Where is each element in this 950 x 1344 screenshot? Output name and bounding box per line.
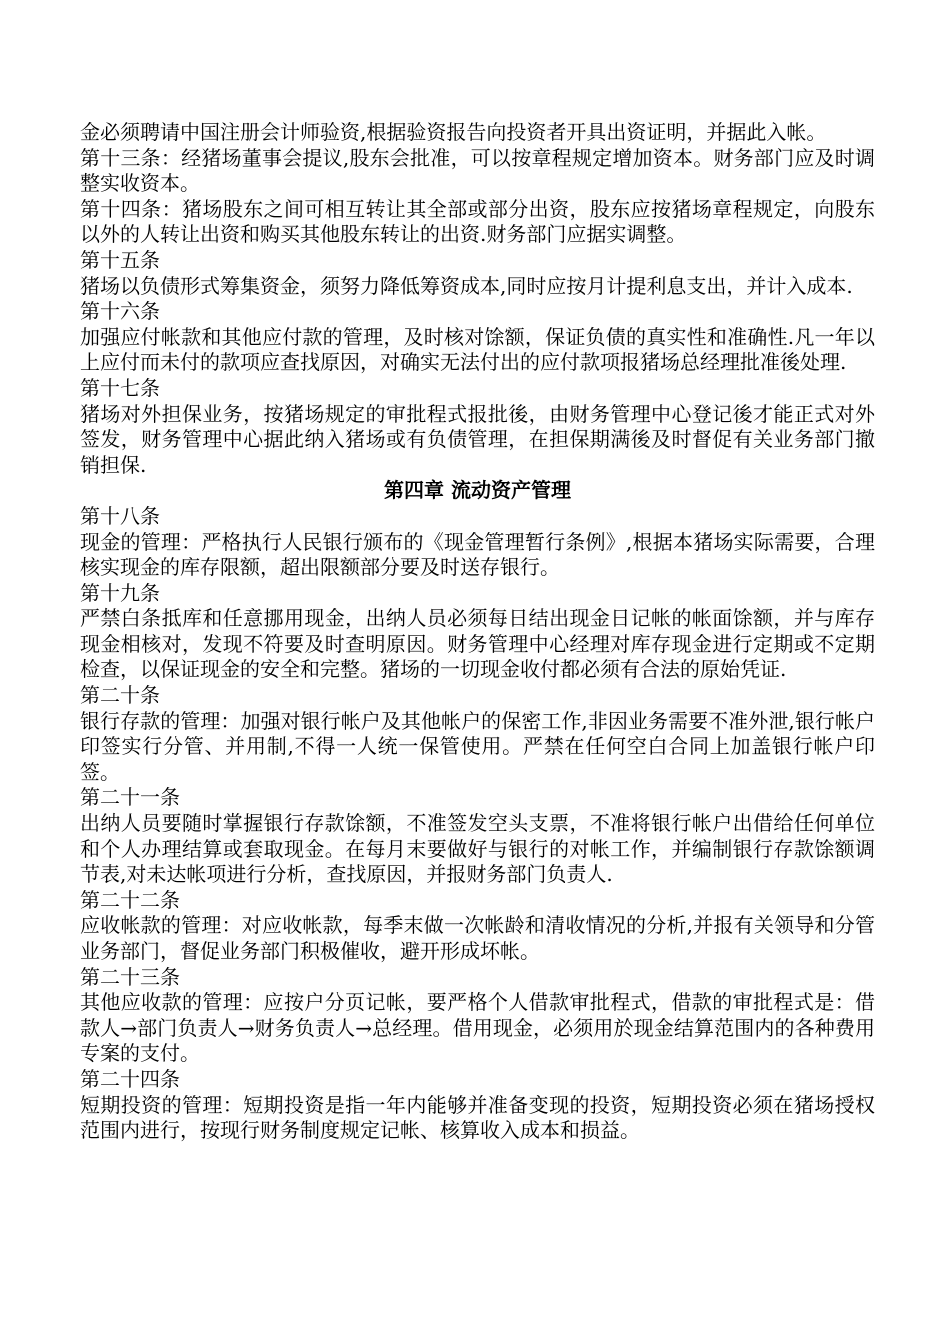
article-23-heading: 第二十三条	[80, 964, 180, 989]
article-18-body: 现金的管理：严格执行人民银行颁布的《现金管理暂行条例》,根据本猪场实际需要，合理核实现金的库存限额，超出限额部分要及时送存银行。	[80, 529, 875, 580]
article-21-heading: 第二十一条	[80, 785, 180, 810]
article-17-heading: 第十七条	[80, 375, 160, 400]
article-14: 第十四条：猪场股东之间可相互转让其全部或部分出资，股东应按猪场章程规定，向股东以外的人转让出资和购买其他股东转让的出资.财务部门应据实调整。	[80, 196, 875, 247]
article-19-body: 严禁白条抵库和任意挪用现金，出纳人员必须每日结出现金日记帐的帐面馀额，并与库存现金相核对，发现不符要及时查明原因。财务管理中心经理对库存现金进行定期或不定期检查，以保证现金的安全和完整。猪场的一切现金收付都必须有合法的原始凭证.	[80, 606, 875, 682]
article-20-heading: 第二十条	[80, 683, 160, 708]
article-20-body: 银行存款的管理：加强对银行帐户及其他帐户的保密工作,非因业务需要不准外泄,银行帐户印签实行分管、并用制,不得一人统一保管使用。严禁在任何空白合同上加盖银行帐户印签。	[80, 708, 875, 784]
paragraph-capital-verification: 金必须聘请中国注册会计师验资,根据验资报告向投资者开具出资证明，并据此入帐。	[80, 120, 827, 144]
article-15-heading: 第十五条	[80, 247, 160, 272]
article-24-body: 短期投资的管理：短期投资是指一年内能够并准备变现的投资，短期投资必须在猪场授权范围内进行，按现行财务制度规定记帐、核算收入成本和损益。	[80, 1092, 875, 1143]
article-18-heading: 第十八条	[80, 503, 160, 528]
article-21-body: 出纳人员要随时掌握银行存款馀额，不准签发空头支票，不准将银行帐户出借给任何单位和个人办理结算或套取现金。在每月末要做好与银行的对帐工作，并编制银行存款馀额调节表,对未达帐项进行分析，查找原因，并报财务部门负责人.	[80, 811, 875, 887]
document-page	[80, 120, 875, 1144]
article-15-body: 猪场以负债形式筹集资金，须努力降低筹资成本,同时应按月计提利息支出，并计入成本.	[80, 273, 853, 298]
article-16-body: 加强应付帐款和其他应付款的管理，及时核对馀额，保证负债的真实性和准确性.凡一年以上应付而未付的款项应查找原因，对确实无法付出的应付款项报猪场总经理批准後处理.	[80, 324, 875, 375]
article-23-body: 其他应收款的管理：应按户分页记帐，要严格个人借款审批程式，借款的审批程式是：借款人→部门负责人→财务负责人→总经理。借用现金，必须用於现金结算范围内的各种费用专案的支付。	[80, 990, 875, 1066]
chapter-4-title: 第四章 流动资产管理	[384, 478, 571, 503]
article-22-body: 应收帐款的管理：对应收帐款，每季末做一次帐龄和清收情况的分析,并报有关领导和分管业务部门，督促业务部门积极催收，避开形成坏帐。	[80, 913, 875, 963]
article-17-body: 猪场对外担保业务，按猪场规定的审批程式报批後，由财务管理中心登记後才能正式对外签发，财务管理中心据此纳入猪场或有负债管理，在担保期满後及时督促有关业务部门撤销担保.	[80, 401, 875, 477]
article-13: 第十三条：经猪场董事会提议,股东会批准，可以按章程规定增加资本。财务部门应及时调整实收资本。	[80, 145, 875, 196]
article-24-heading: 第二十四条	[80, 1066, 180, 1091]
article-16-heading: 第十六条	[80, 299, 160, 324]
article-22-heading: 第二十二条	[80, 887, 180, 912]
article-19-heading: 第十九条	[80, 580, 160, 605]
